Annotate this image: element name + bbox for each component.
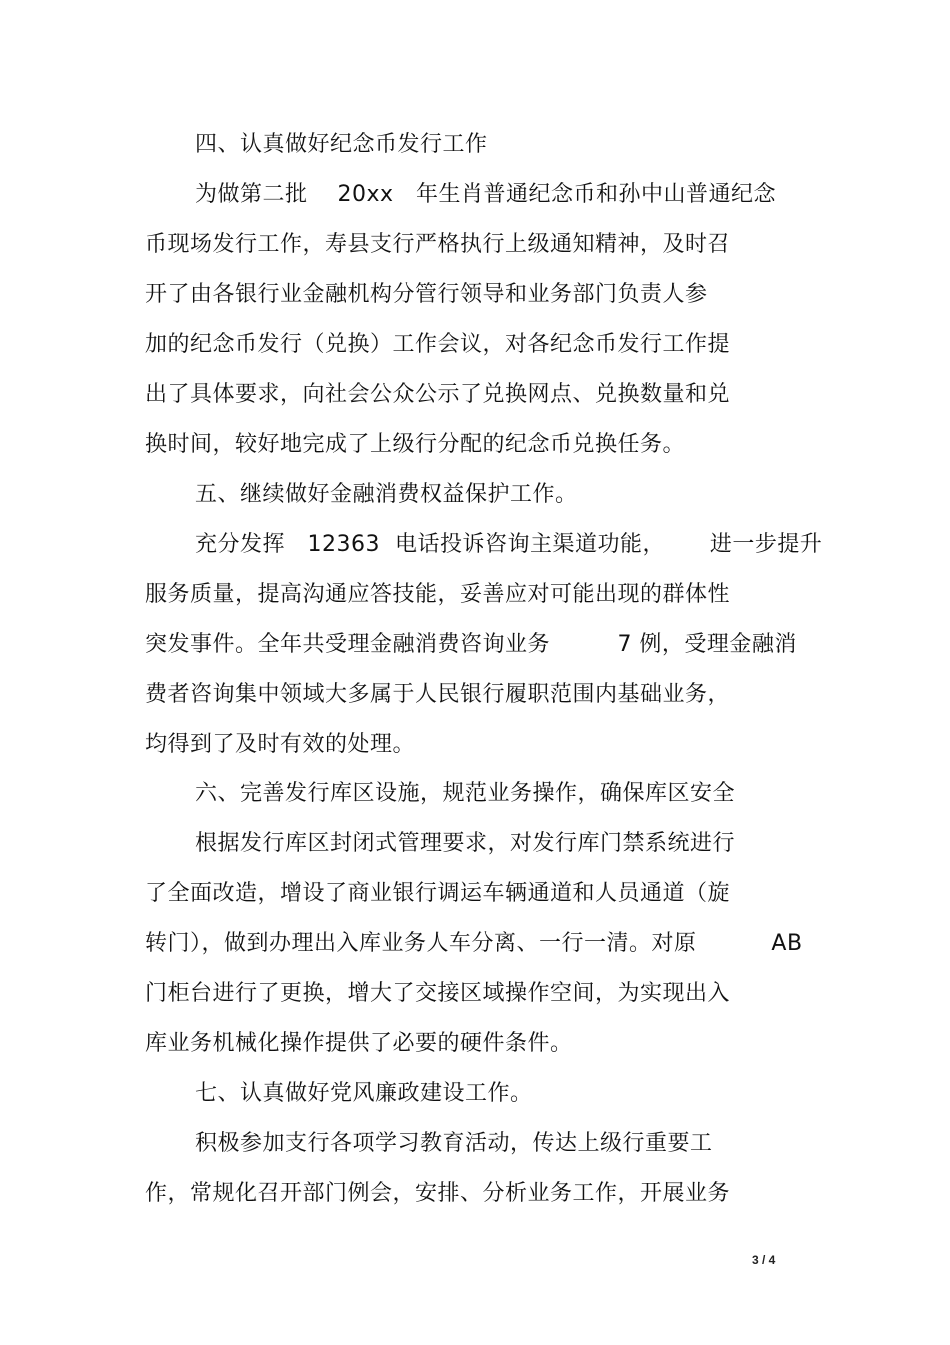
paragraph-line: 加的纪念币发行（兑换）工作会议，对各纪念币发行工作提 xyxy=(145,332,731,357)
paragraph-line: 开了由各银行业金融机构分管行领导和业务部门负责人参 xyxy=(145,282,708,307)
section-heading-5: 五、继续做好金融消费权益保护工作。 xyxy=(195,482,578,507)
paragraph-line: 为做第二批 20xx 年生肖普通纪念币和孙中山普通纪念 xyxy=(195,182,776,207)
paragraph-line: 突发事件。全年共受理金融消费咨询业务 7 例，受理金融消 xyxy=(145,632,797,657)
page-number: 3 / 4 xyxy=(752,1253,776,1267)
paragraph-line: 出了具体要求，向社会公众公示了兑换网点、兑换数量和兑 xyxy=(145,382,731,407)
paragraph-line: 转门），做到办理出入库业务人车分离、一行一清。对原 AB xyxy=(145,931,803,956)
paragraph-line: 费者咨询集中领域大多属于人民银行履职范围内基础业务， xyxy=(145,682,731,707)
section-heading-4: 四、认真做好纪念币发行工作 xyxy=(195,132,488,157)
paragraph-line: 积极参加支行各项学习教育活动，传达上级行重要工 xyxy=(195,1131,713,1156)
section-heading-6: 六、完善发行库区设施，规范业务操作，确保库区安全 xyxy=(195,781,736,806)
paragraph-line: 了全面改造，增设了商业银行调运车辆通道和人员通道（旋 xyxy=(145,881,731,906)
paragraph-line: 充分发挥 12363 电话投诉咨询主渠道功能， 进一步提升 xyxy=(195,532,823,557)
paragraph-line: 换时间，较好地完成了上级行分配的纪念币兑换任务。 xyxy=(145,432,686,457)
paragraph-line: 服务质量，提高沟通应答技能，妥善应对可能出现的群体性 xyxy=(145,582,731,607)
section-heading-7: 七、认真做好党风廉政建设工作。 xyxy=(195,1081,533,1106)
paragraph-line: 均得到了及时有效的处理。 xyxy=(145,732,416,757)
paragraph-line: 作，常规化召开部门例会，安排、分析业务工作，开展业务 xyxy=(145,1181,731,1206)
paragraph-line: 库业务机械化操作提供了必要的硬件条件。 xyxy=(145,1031,573,1056)
paragraph-line: 根据发行库区封闭式管理要求，对发行库门禁系统进行 xyxy=(195,831,736,856)
paragraph-line: 币现场发行工作，寿县支行严格执行上级通知精神，及时召 xyxy=(145,232,731,257)
paragraph-line: 门柜台进行了更换，增大了交接区域操作空间，为实现出入 xyxy=(145,981,731,1006)
